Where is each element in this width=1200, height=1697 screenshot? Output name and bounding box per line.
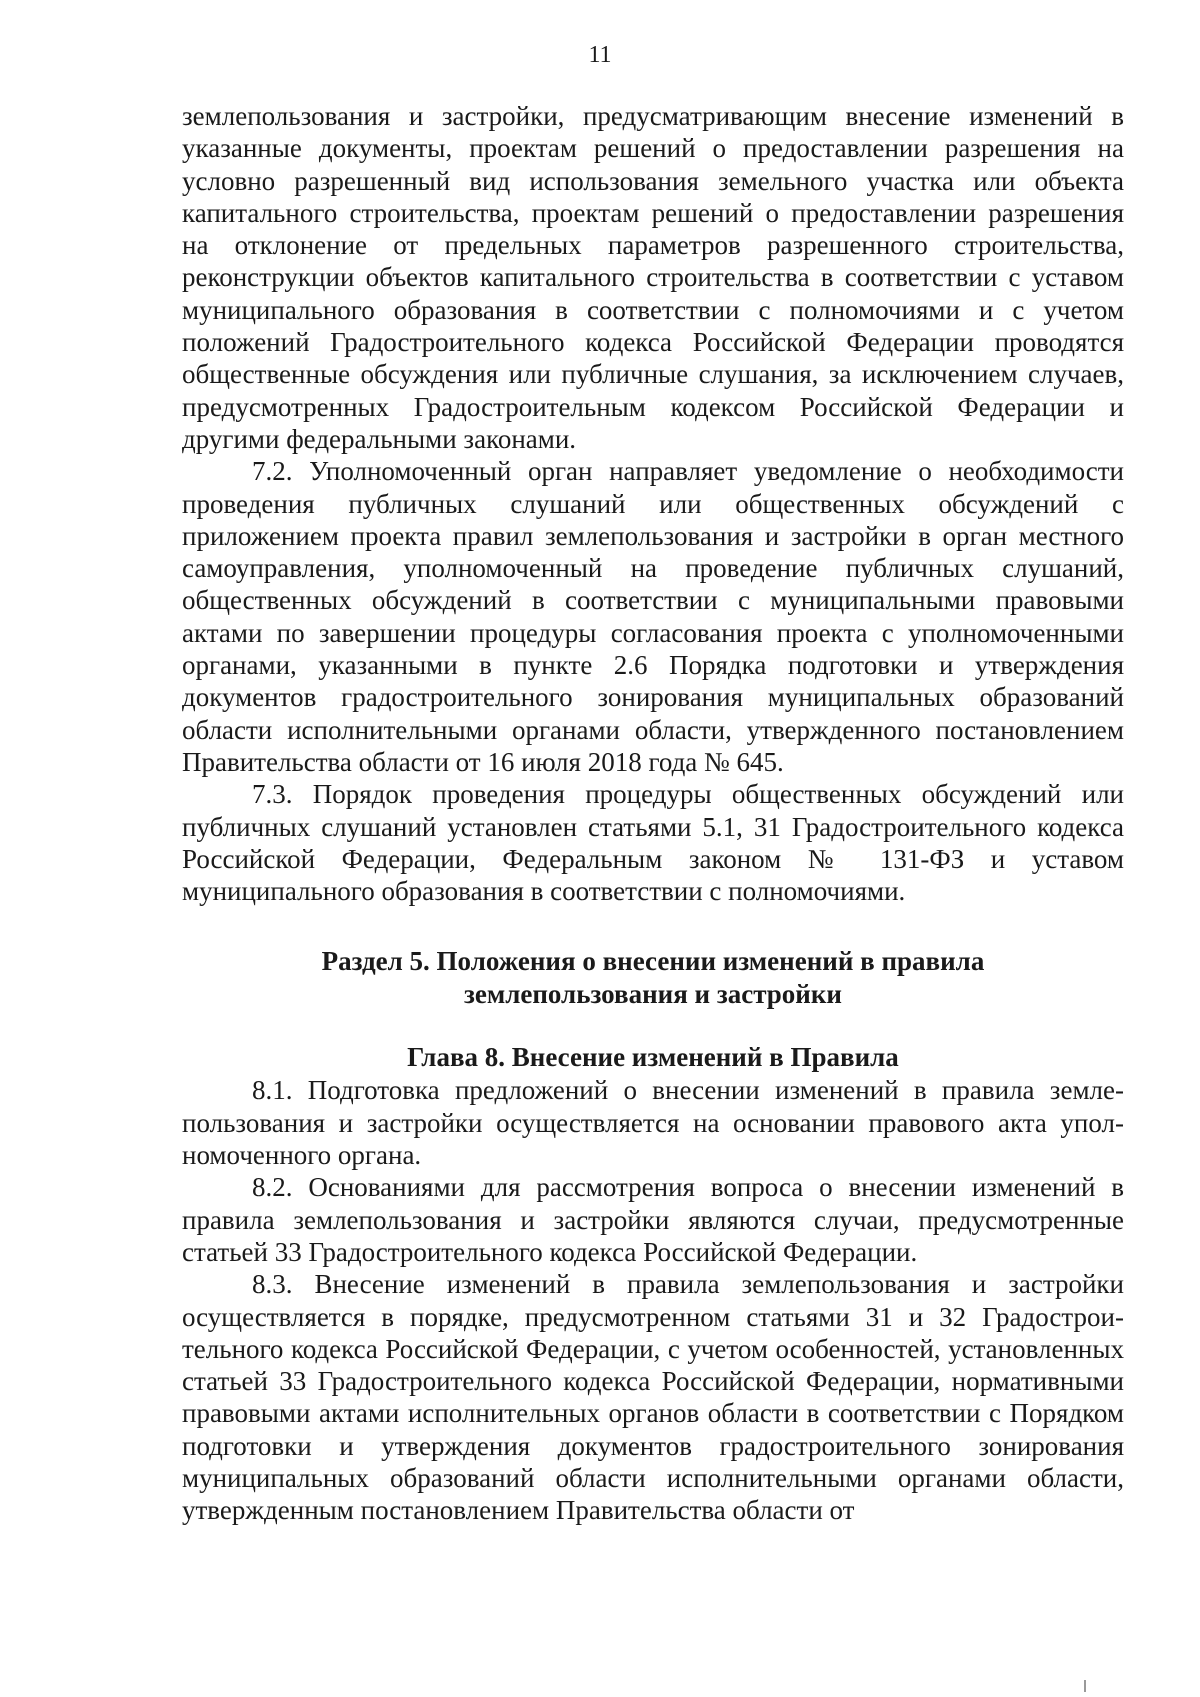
section-heading-line1: Раздел 5. Положения о внесении изменений в правила bbox=[321, 946, 985, 977]
document-body bbox=[182, 100, 1124, 1527]
section-heading bbox=[182, 945, 1124, 1011]
paragraph-8-2: 8.2. Основаниями для рассмотрения вопроса о внесении изменений в правила землепользования и застройки являются случаи, предусмотренные статьей 33 Градостроительного кодекса Российской Федерации. bbox=[182, 1172, 1124, 1267]
section-heading-line2: землепользования и застройки bbox=[464, 979, 842, 1010]
paragraph-continuation: землепользования и застройки, предусматривающим внесение изменений в указанные документы, проектам решений о предоставлении разрешения на условно разрешенный вид использования земельного участка или объекта капитального строительства, проектам решений о предоставлении разрешения на отклонение от предельных параметров разрешенного строительства, реконструкции объектов капитального строительства в соответствии с уставом муниципального образования в соответствии с полномочиями и с учетом положений Градостроительного кодекса Российской Федерации проводятся общественные обсуждения или публичные слушания, за исключением случаев, предусмотренных Градостроительным кодексом Российской Федерации и другими федеральными законами. bbox=[182, 101, 1124, 454]
page-number: 11 bbox=[588, 42, 612, 68]
paragraph-8-1: 8.1. Подготовка предложений о внесении изменений в правила землепользования и застройки осуществляется на основании правового акта уполномоченного органа. bbox=[182, 1075, 1124, 1171]
paragraph-7-2: 7.2. Уполномоченный орган направляет уведомление о необходимости проведения публичных слушаний или общественных обсуждений с приложением проекта правил землепользования и застройки в орган местного самоуправления, уполномоченный на проведение публичных слушаний, общественных обсуждений в соответствии с муниципальными правовыми актами по завершении процедуры согласования проекта с уполномоченными органами, указанными в пункте 2.6 Порядка подготовки и утверждения документов градостроительного зонирования муниципальных образований области исполнительными органами области, утвержденного постановлением Правительства области от 16 июля 2018 года № 645. bbox=[182, 456, 1124, 777]
paragraph-7-3: 7.3. Порядок проведения процедуры общественных обсуждений или публичных слушаний установлен статьями 5.1, 31 Градостроительного кодекса Российской Федерации, Федеральным законом № 131-ФЗ и уставом муниципального образования в соответствии с полномочиями. bbox=[182, 779, 1124, 907]
chapter-heading: Глава 8. Внесение изменений в Правила bbox=[407, 1042, 899, 1073]
paragraph-8-3: 8.3. Внесение изменений в правила землепользования и застройки осуществляется в порядке, предусмотренном статьями 31 и 32 Градостроительного кодекса Российской Федерации, с учетом особенностей, установленных статьей 33 Градостроительного кодекса Российской Федерации, нормативными правовыми актами исполнительных органов области в соответствии с Порядком подготовки и утверждения документов градостроительного зонирования муниципальных образований области исполнительными органами области, утвержденным постановлением Правительства области от bbox=[182, 1269, 1124, 1526]
scan-mark bbox=[1084, 1680, 1086, 1692]
